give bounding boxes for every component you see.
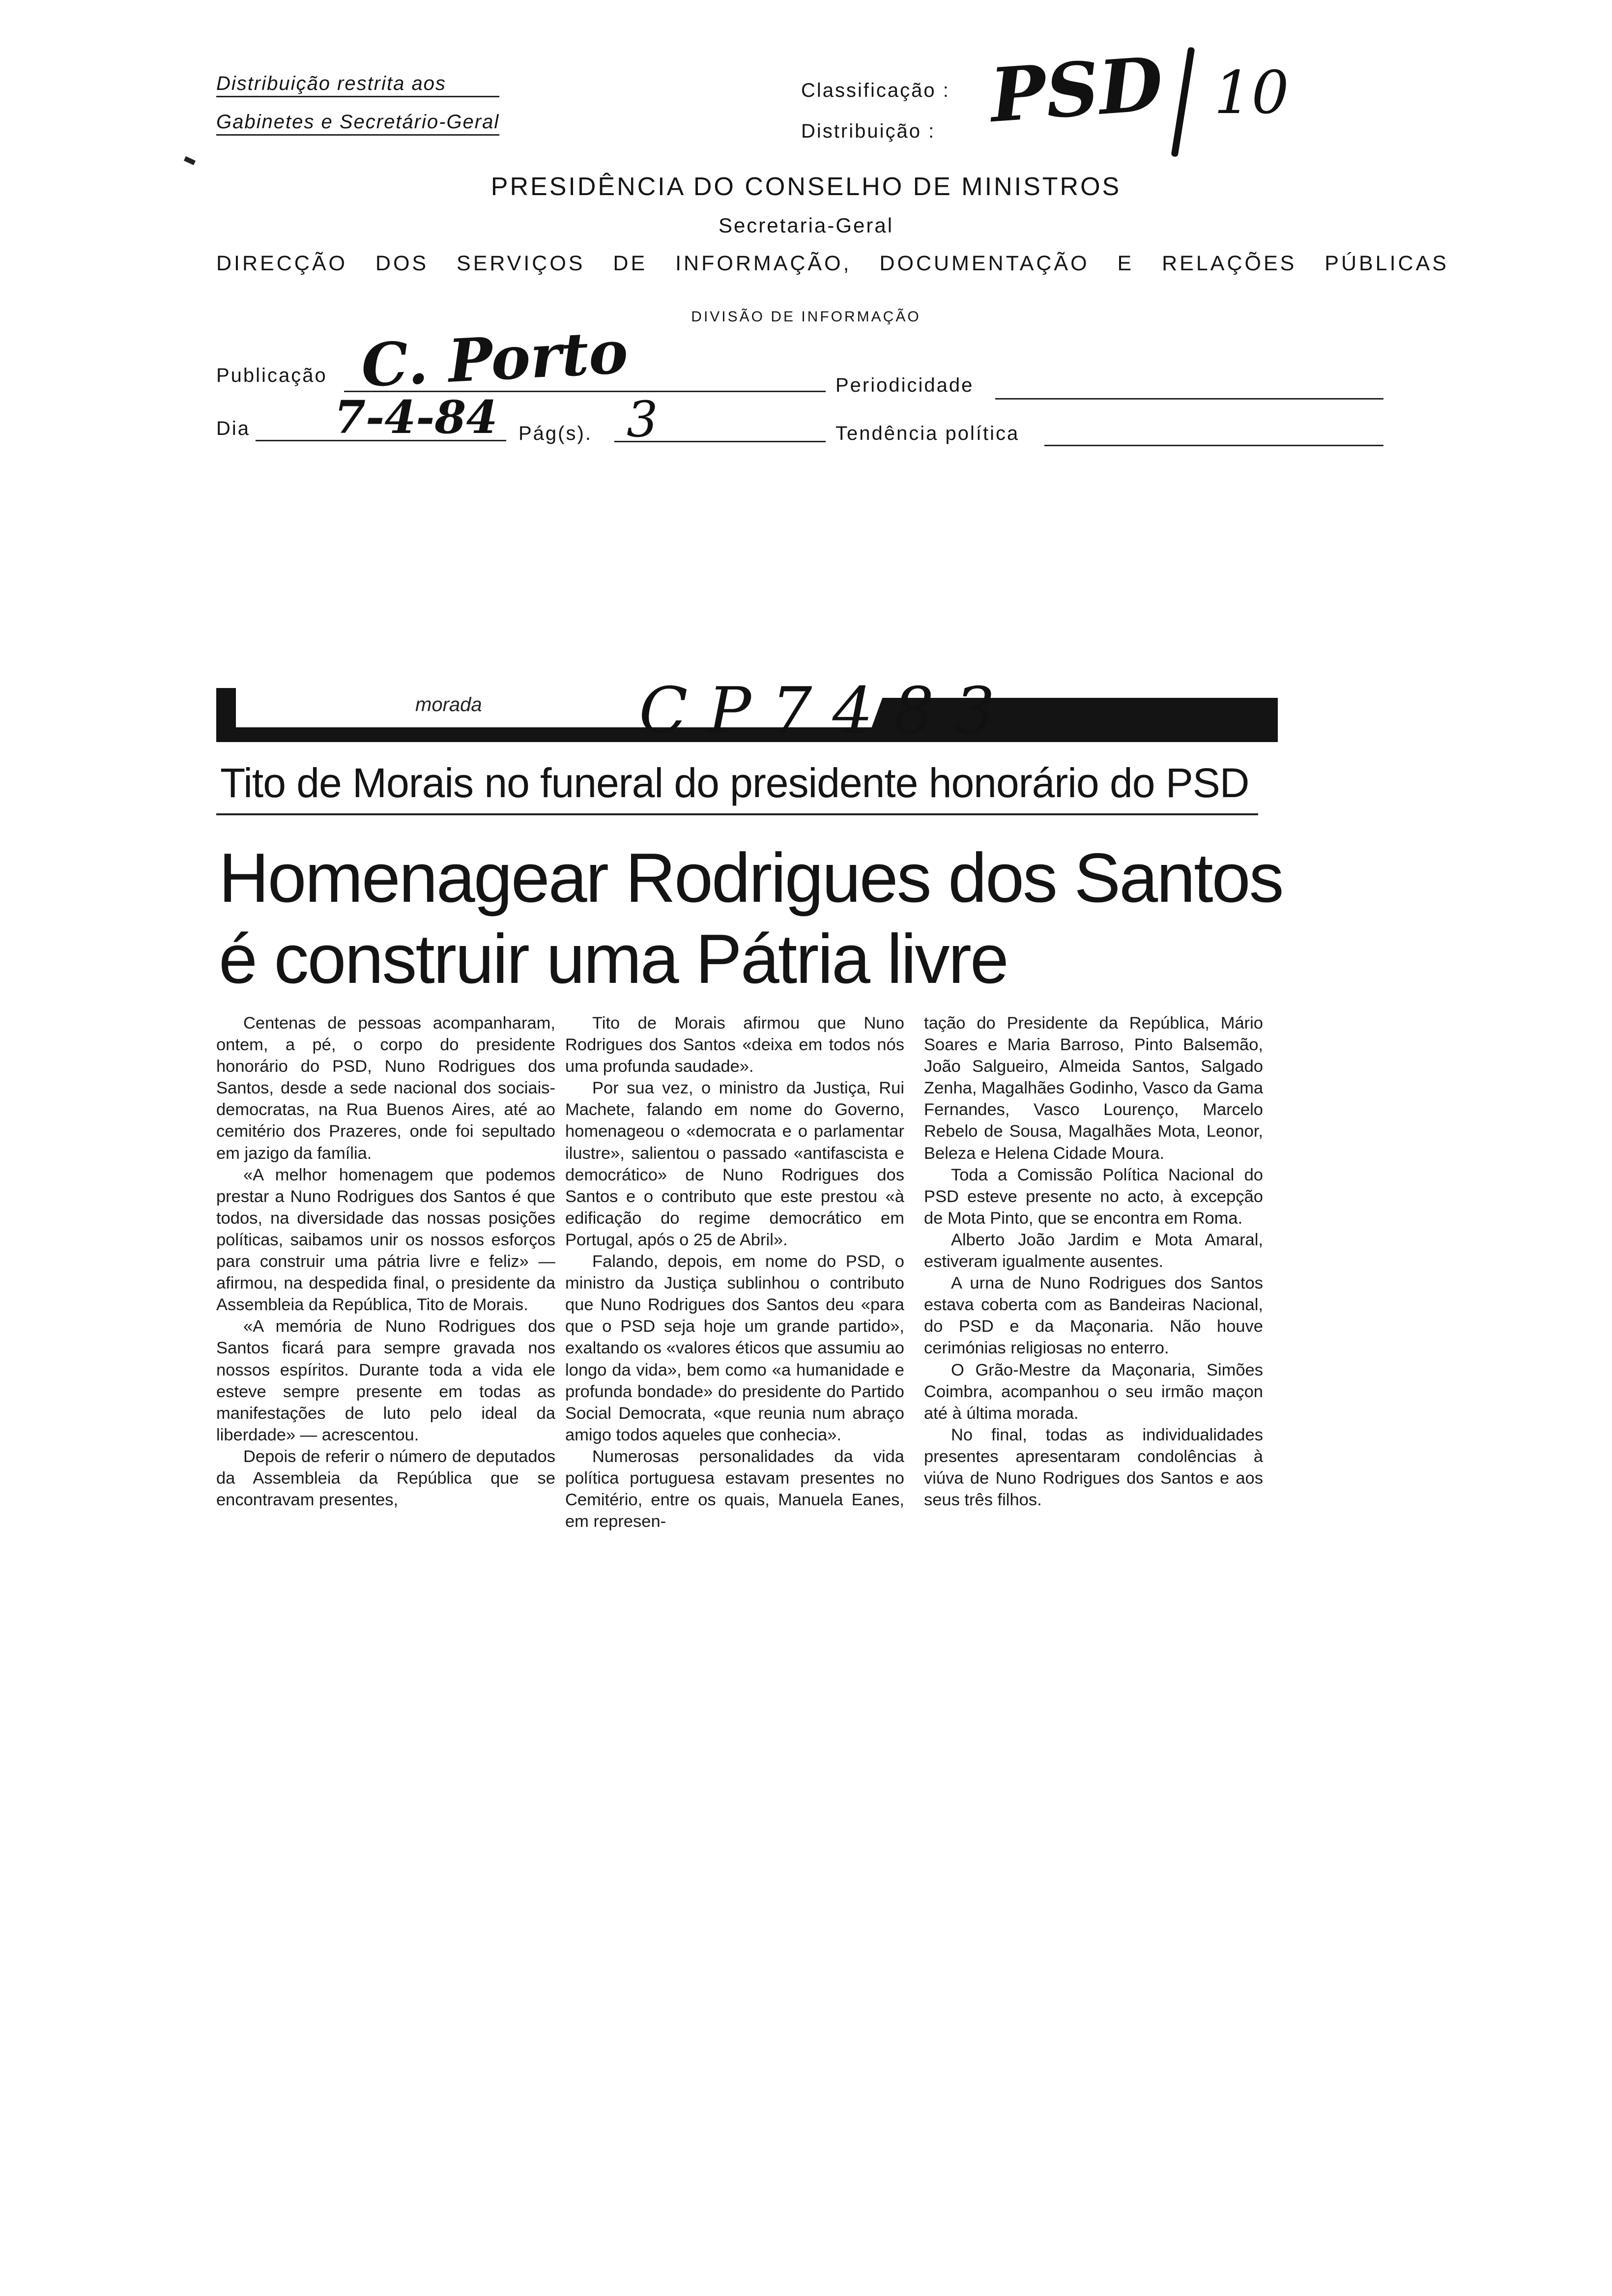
article-kicker: Tito de Morais no funeral do presidente honorário do PSD [220,760,1249,806]
paragraph: Tito de Morais afirmou que Nuno Rodrigues dos Santos «deixa em todos nós uma profunda saudade». [565,1014,904,1076]
division-title: DIVISÃO DE INFORMAÇÃO [691,309,921,325]
article-column-2 [565,1012,904,1532]
restricted-line-1: Distribuição restrita aos [216,73,499,97]
pages-label: Pág(s). [518,423,592,444]
periodicity-line [995,398,1383,400]
restricted-distribution-notice [216,73,499,136]
classification-label: Classificação : [801,80,950,101]
handwritten-slash [1171,47,1195,157]
periodicity-label: Periodicidade [835,374,974,396]
publication-label: Publicação [216,365,327,386]
pages-value: 3 [627,391,658,448]
paragraph: «A memória de Nuno Rodrigues dos Santos ficará para sempre gravada nos nossos espíritos. Durante toda a vida ele esteve sempre presente em todas as manifestações de luto pelo ideal da liberdade» — acrescentou. [216,1317,555,1444]
article-headline-line-1: Homenagear Rodrigues dos Santos [219,839,1283,917]
paragraph: Numerosas personalidades da vida política portuguesa estavam presentes no Cemitério, entre os quais, Manuela Eanes, em represen- [565,1447,904,1531]
handwritten-date-scrawl: C P 7 4 8 3 [639,673,995,748]
organization-title: PRESIDÊNCIA DO CONSELHO DE MINISTROS [490,172,1122,201]
article-column-1 [216,1012,555,1511]
paragraph: «A melhor homenagem que podemos prestar a Nuno Rodrigues dos Santos é que todos, na diversidade das nossas posições políticas, saibamos unir os nossos esforços para construir uma pátria livre e feliz» — afirmou, na despedida final, o presidente da Assembleia da República, Tito de Morais. [216,1165,555,1315]
section-label: morada [415,694,482,716]
paragraph: A urna de Nuno Rodrigues dos Santos estava coberta com as Bandeiras Nacional, do PSD e da Maçonaria. Não houve cerimónias religiosas no enterro. [924,1274,1263,1358]
paragraph: No final, todas as individualidades presentes apresentaram condolências à viúva de Nuno Rodrigues dos Santos e aos seus três filhos. [924,1425,1263,1510]
restricted-line-2: Gabinetes e Secretário-Geral [216,111,499,136]
publication-value: C. Porto [359,317,630,401]
section-banner-left-block [216,688,236,742]
article-column-3 [924,1012,1263,1511]
article-headline-line-2: é construir uma Pátria livre [219,920,1008,998]
day-value: 7-4-84 [334,391,498,444]
distribution-label: Distribuição : [801,120,936,142]
paragraph: Centenas de pessoas acompanharam, ontem, a pé, o corpo do presidente honorário do PSD, Nuno Rodrigues dos Santos, desde a sede nacional dos sociais-democratas, na Rua Buenos Aires, até ao cemitério dos Prazeres, onde foi sepultado em jazigo da família. [216,1014,555,1163]
paragraph: Depois de referir o número de deputados da Assembleia da República que se encontravam presentes, [216,1447,555,1510]
paragraph: Alberto João Jardim e Mota Amaral, estiveram igualmente ausentes. [924,1230,1263,1271]
paragraph: Falando, depois, em nome do PSD, o ministro da Justiça sublinhou o contributo que Nuno Rodrigues dos Santos deu «para que o PSD seja hoje um grande partido», exaltando os «valores éticos que assumiu ao longo da vida», bem como «a humanidade e profunda bondade» do presidente do Partido Social Democrata, «que reunia num abraço amigo todos aqueles que conhecia». [565,1252,904,1444]
day-label: Dia [216,418,251,439]
tendency-line [1044,445,1383,446]
kicker-rule [216,813,1258,815]
dash-mark [184,156,196,165]
paragraph: O Grão-Mestre da Maçonaria, Simões Coimbra, acompanhou o seu irmão maçon até à última morada. [924,1360,1263,1423]
subunit-title: Secretaria-Geral [718,214,894,237]
paragraph: Por sua vez, o ministro da Justiça, Rui Machete, falando em nome do Governo, homenageou o «democrata e o parlamentar ilustre», salientou o passado «antifascista e democrático» de Nuno Rodrigues dos Santos e o contributo que este prestou «à edificação do regime democrático em Portugal, após o 25 de Abril». [565,1079,904,1249]
directorate-title: DIRECÇÃO DOS SERVIÇOS DE INFORMAÇÃO, DOCUMENTAÇÃO E RELAÇÕES PÚBLICAS [216,252,1449,275]
paragraph: tação do Presidente da República, Mário Soares e Maria Barroso, Pinto Balsemão, João Salgueiro, Almeida Santos, Salgado Zenha, Magalhães Godinho, Vasco da Gama Fernandes, Vasco Lourenço, Marcelo Rebelo de Sousa, Magalhães Mota, Leonor, Beleza e Helena Cidade Moura. [924,1014,1263,1163]
handwritten-code: PSD [987,40,1166,140]
paragraph: Toda a Comissão Política Nacional do PSD esteve presente no acto, à excepção de Mota Pinto, que se encontra em Roma. [924,1165,1263,1228]
handwritten-number: 10 [1214,59,1289,127]
tendency-label: Tendência política [835,423,1020,444]
